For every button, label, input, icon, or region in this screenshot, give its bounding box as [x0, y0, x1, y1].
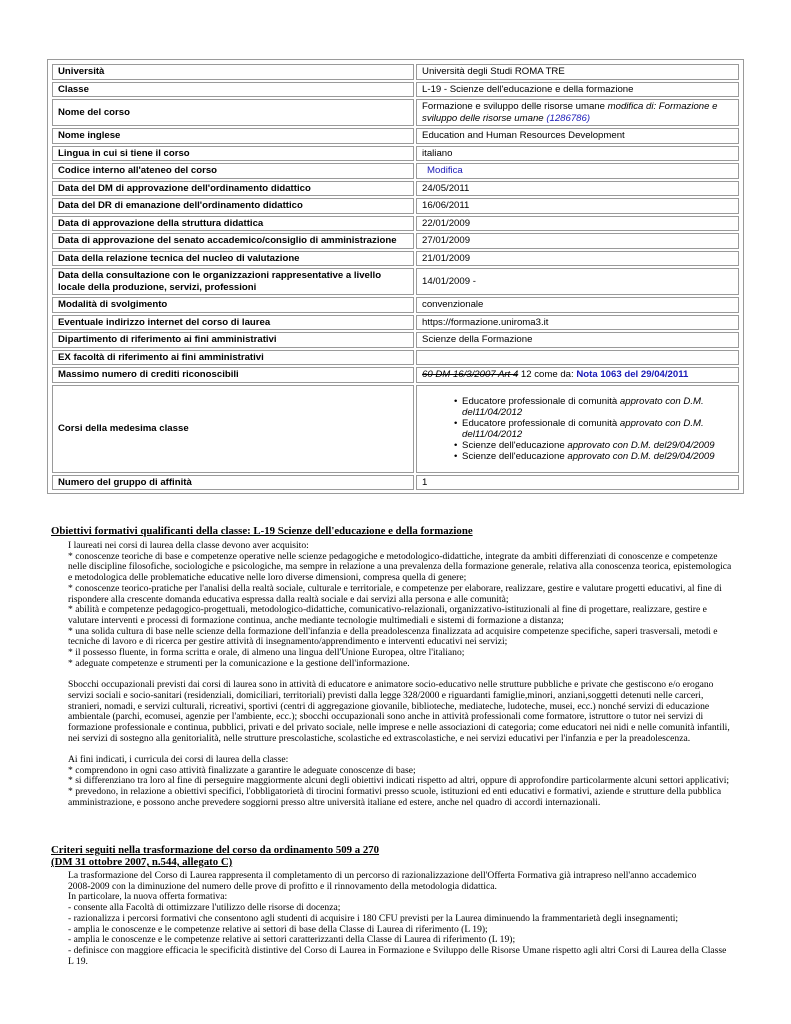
- course-approval: approvato con D.M. del11/04/2012: [462, 417, 704, 440]
- section-body-criteri: [68, 871, 743, 967]
- table-row: [52, 385, 739, 473]
- text-line: * una solida cultura di base nelle scienze della formazione dell'infanzia e della preadolescenza finalizzata ad acquisire competenze specifiche, saperi trasversali, metodi e: [68, 625, 718, 637]
- text-line: Sbocchi occupazionali previsti dai corsi di laurea sono in attività di educatore e animatore socio-educativo nelle strutture pubbliche e private che gestiscono e/o erogano: [68, 679, 714, 691]
- text-line: tecniche di lavoro e di ricerca per gestire attività di insegnamento/apprendimento e interventi educativi nei servizi;: [68, 636, 508, 648]
- table-row: [52, 315, 739, 331]
- section-title-obiettivi: Obiettivi formativi qualificanti della classe: L-19 Scienze dell'educazione e della formazione: [51, 525, 473, 537]
- row-label: Corsi della medesima classe: [52, 385, 414, 473]
- bullet-icon: •: [454, 417, 458, 429]
- text-line: * si differenziano tra loro al fine di perseguire maggiormente alcuni degli obiettivi indicati rispetto ad altri, oppure di approfondire particolarmente alcuni settori applicativi;: [68, 775, 730, 787]
- table-row: [52, 198, 739, 214]
- text-line: valutare interventi e processi di formazione continua, anche mediante tecnologie multimediali e sistemi di formazione a distanza;: [68, 614, 564, 626]
- text-line: L 19.: [68, 955, 88, 967]
- row-value: 21/01/2009: [416, 251, 739, 267]
- row-label: Data di approvazione del senato accademico/consiglio di amministrazione: [52, 233, 414, 249]
- row-label: Nome del corso: [52, 99, 414, 126]
- text-line: - amplia le conoscenze e le competenze relative ai settori di base della Classe di Laurea di riferimento (L 19);: [68, 923, 488, 935]
- table-row: [52, 64, 739, 80]
- table-row: [52, 216, 739, 232]
- text-line: - definisce con maggiore efficacia le specificità distintive del Corso di Laurea in Formazione e Sviluppo delle Risorse Umane rispetto agli altri Corsi di Laurea della Classe: [68, 944, 727, 956]
- bullet-icon: •: [454, 395, 458, 407]
- row-value: [416, 163, 739, 179]
- text-line: ambientale (parchi, ecomusei, agenzie per l'ambiente, ecc.); sbocchi occupazionali sono anche in attività professionali come formatore, istruttore o tutor nei servizi di: [68, 711, 704, 723]
- modifica-link[interactable]: Modifica: [427, 165, 463, 176]
- course-approval: approvato con D.M. del29/04/2009: [567, 450, 715, 462]
- table-row: [52, 251, 739, 267]
- row-label: Massimo numero di crediti riconoscibili: [52, 367, 414, 383]
- text-line: - consente alla Facoltà di ottimizzare l'utilizzo delle risorse di docenza;: [68, 902, 341, 914]
- section-body-obiettivi: [68, 541, 743, 809]
- row-value: convenzionale: [416, 297, 739, 313]
- text-line: * il possesso fluente, in forma scritta e orale, di almeno una lingua dell'Unione Europea, oltre l'italiano;: [68, 647, 465, 659]
- criteri-title-line1: Criteri seguiti nella trasformazione del corso da ordinamento 509 a 270: [51, 844, 380, 856]
- table-row: [52, 297, 739, 313]
- row-value: Education and Human Resources Development: [416, 128, 739, 144]
- text-line: Ai fini indicati, i curricula dei corsi di laurea della classe:: [68, 754, 289, 766]
- row-value: Università degli Studi ROMA TRE: [416, 64, 739, 80]
- row-value: italiano: [416, 146, 739, 162]
- table-row: [52, 367, 739, 383]
- course-info-table: [47, 59, 744, 494]
- table-row: [52, 332, 739, 348]
- table-row: [52, 475, 739, 491]
- table-row: [52, 268, 739, 295]
- section-title-criteri: [51, 844, 379, 868]
- row-label: Dipartimento di riferimento ai fini amministrativi: [52, 332, 414, 348]
- list-item: [454, 439, 733, 451]
- row-value: L-19 - Scienze dell'educazione e della formazione: [416, 82, 739, 98]
- row-label: Lingua in cui si tiene il corso: [52, 146, 414, 162]
- row-value: 16/06/2011: [416, 198, 739, 214]
- row-value: [416, 350, 739, 366]
- row-value: 22/01/2009: [416, 216, 739, 232]
- row-value: 24/05/2011: [416, 181, 739, 197]
- text-line: La trasformazione del Corso di Laurea rappresenta il completamento di un percorso di razionalizzazione dell'Offerta Formativa già intrapreso nell'anno accademico: [68, 870, 697, 881]
- text-line: * conoscenze teorico-pratiche per l'analisi della realtà sociale, culturale e territoriale, e competenze per elaborare, realizzare, gestire e valutare progetti educativi, al fine di: [68, 582, 722, 594]
- text-line: - amplia le conoscenze e le competenze relative ai settori caratterizzanti della Classe di Laurea di riferimento (L 19);: [68, 934, 516, 946]
- list-item: [454, 417, 733, 440]
- bullet-icon: •: [454, 439, 458, 451]
- row-value: https://formazione.uniroma3.it: [416, 315, 739, 331]
- text-line: stranieri, nomadi, e servizi culturali, ricreativi, sportivi (centri di aggregazione giovanile, biblioteche, mediateche, ludoteche, musei, ecc.) nonché servizi di educazione: [68, 700, 710, 712]
- row-value: 1: [416, 475, 739, 491]
- row-label: Nome inglese: [52, 128, 414, 144]
- table-row: [52, 163, 739, 179]
- bullet-icon: •: [454, 450, 458, 462]
- row-value: [416, 367, 739, 383]
- row-label: EX facoltà di riferimento ai fini amministrativi: [52, 350, 414, 366]
- row-label: Codice interno all'ateneo del corso: [52, 163, 414, 179]
- text-line: * conoscenze teoriche di base e competenze operative nelle scienze pedagogiche e metodologico-didattiche, integrate da ambiti differenziati di conoscenze e competenze: [68, 550, 718, 562]
- credits-struck: 60 DM 16/3/2007 Art 4: [422, 369, 519, 380]
- text-line: In particolare, la nuova offerta formativa:: [68, 891, 228, 903]
- info-table-grid: [50, 62, 741, 492]
- row-label: Data della relazione tecnica del nucleo di valutazione: [52, 251, 414, 267]
- text-line: formazione professionale e continua, pubblici, privati e del privato sociale, nelle imprese e nelle associazioni di categoria; come educatori nei nidi e nelle comunità infantili,: [68, 721, 730, 733]
- row-value: [416, 385, 739, 473]
- text-line: * prevedono, in relazione a obiettivi specifici, l'obbligatorietà di tirocini formativi presso scuole, istituzioni ed enti educativi e formativi, aziende e strutture della pubblica: [68, 786, 722, 798]
- row-label: Eventuale indirizzo internet del corso di laurea: [52, 315, 414, 331]
- list-item: [454, 395, 733, 418]
- table-row: [52, 233, 739, 249]
- course-name: Scienze dell'educazione: [462, 439, 565, 451]
- table-row: [52, 181, 739, 197]
- row-value: [416, 99, 739, 126]
- table-row: [52, 146, 739, 162]
- credits-value: 12 come da:: [518, 369, 577, 380]
- text-line: * comprendono in ogni caso attività finalizzate a garantire le adeguate conoscenze di base;: [68, 764, 416, 776]
- criteri-title-line2: (DM 31 ottobre 2007, n.544, allegato C): [51, 856, 233, 868]
- course-name: Scienze dell'educazione: [462, 450, 565, 462]
- course-approval: approvato con D.M. del11/04/2012: [462, 395, 704, 418]
- row-label: Data del DR di emanazione dell'ordinamento didattico: [52, 198, 414, 214]
- table-row: [52, 99, 739, 126]
- course-approval: approvato con D.M. del29/04/2009: [567, 439, 715, 451]
- course-code-link[interactable]: (1286786): [546, 112, 591, 124]
- row-label: Data del DM di approvazione dell'ordinamento didattico: [52, 181, 414, 197]
- text-line: nei servizi di sostegno alla genitorialità, nelle strutture prescolastiche, scolastiche ed extrascolastiche, e nei servizi educativi per l'infanzia e per la preadolescenza.: [68, 732, 691, 744]
- row-label: Data della consultazione con le organizzazioni rappresentative a livello locale della produzione, servizi, professioni: [52, 268, 414, 295]
- text-line: rispondere alla crescente domanda educativa espressa dalla realtà sociale e dai servizi alla persona e alle comunità;: [68, 593, 509, 605]
- row-value: 14/01/2009 -: [416, 268, 739, 295]
- row-value: 27/01/2009: [416, 233, 739, 249]
- text-line: * abilità e competenze pedagogico-progettuali, metodologico-didattiche, comunicativo-relazionali, organizzativo-istituzionali al fine di progettare, realizzare, gestire e: [68, 604, 707, 616]
- table-row: [52, 82, 739, 98]
- nota-link[interactable]: Nota 1063 del 29/04/2011: [576, 369, 689, 380]
- row-label: Data di approvazione della struttura didattica: [52, 216, 414, 232]
- row-label: Numero del gruppo di affinità: [52, 475, 414, 491]
- row-value: Scienze della Formazione: [416, 332, 739, 348]
- course-name: Educatore professionale di comunità: [462, 417, 618, 429]
- text-line: 2008-2009 con la diminuzione del numero delle prove di profitto e il rinnovamento della metodologia didattica.: [68, 880, 497, 892]
- table-row: [52, 350, 739, 366]
- same-class-courses-list: [422, 396, 733, 462]
- text-line: servizi sociali e socio-sanitari (residenziali, domiciliari, territoriali) previsti dalla legge 328/2000 e riguardanti famiglie,minori, anziani,soggetti detenuti nelle carceri,: [68, 689, 704, 701]
- text-line: - razionalizza i percorsi formativi che consentono agli studenti di acquisire i 180 CFU previsti per la Laurea diminuendo la frammentarietà degli insegnamenti;: [68, 912, 679, 924]
- row-label: Modalità di svolgimento: [52, 297, 414, 313]
- row-label: Università: [52, 64, 414, 80]
- list-item: [454, 450, 733, 462]
- course-modified-from: modifica di: Formazione e sviluppo delle risorse umane: [422, 101, 718, 124]
- row-label: Classe: [52, 82, 414, 98]
- text-line: I laureati nei corsi di laurea della classe devono aver acquisito:: [68, 540, 309, 551]
- course-name: Formazione e sviluppo delle risorse umane: [422, 101, 605, 112]
- table-row: [52, 128, 739, 144]
- text-line: * adeguate competenze e strumenti per la comunicazione e la gestione dell'informazione.: [68, 657, 410, 669]
- text-line: nelle discipline filosofiche, sociologiche e psicologiche, ma sempre in relazione a una prevalenza della formazione generale, relativa alla conoscenza teorica, epistemologica: [68, 561, 732, 573]
- text-line: amministrazione, e possono anche prevedere soggiorni presso altre università italiane ed estere, anche nel quadro di accordi internazionali.: [68, 796, 601, 808]
- course-name: Educatore professionale di comunità: [462, 395, 618, 407]
- text-line: e metodologica delle problematiche educative nelle loro diverse dimensioni, compresa quella di genere;: [68, 572, 467, 584]
